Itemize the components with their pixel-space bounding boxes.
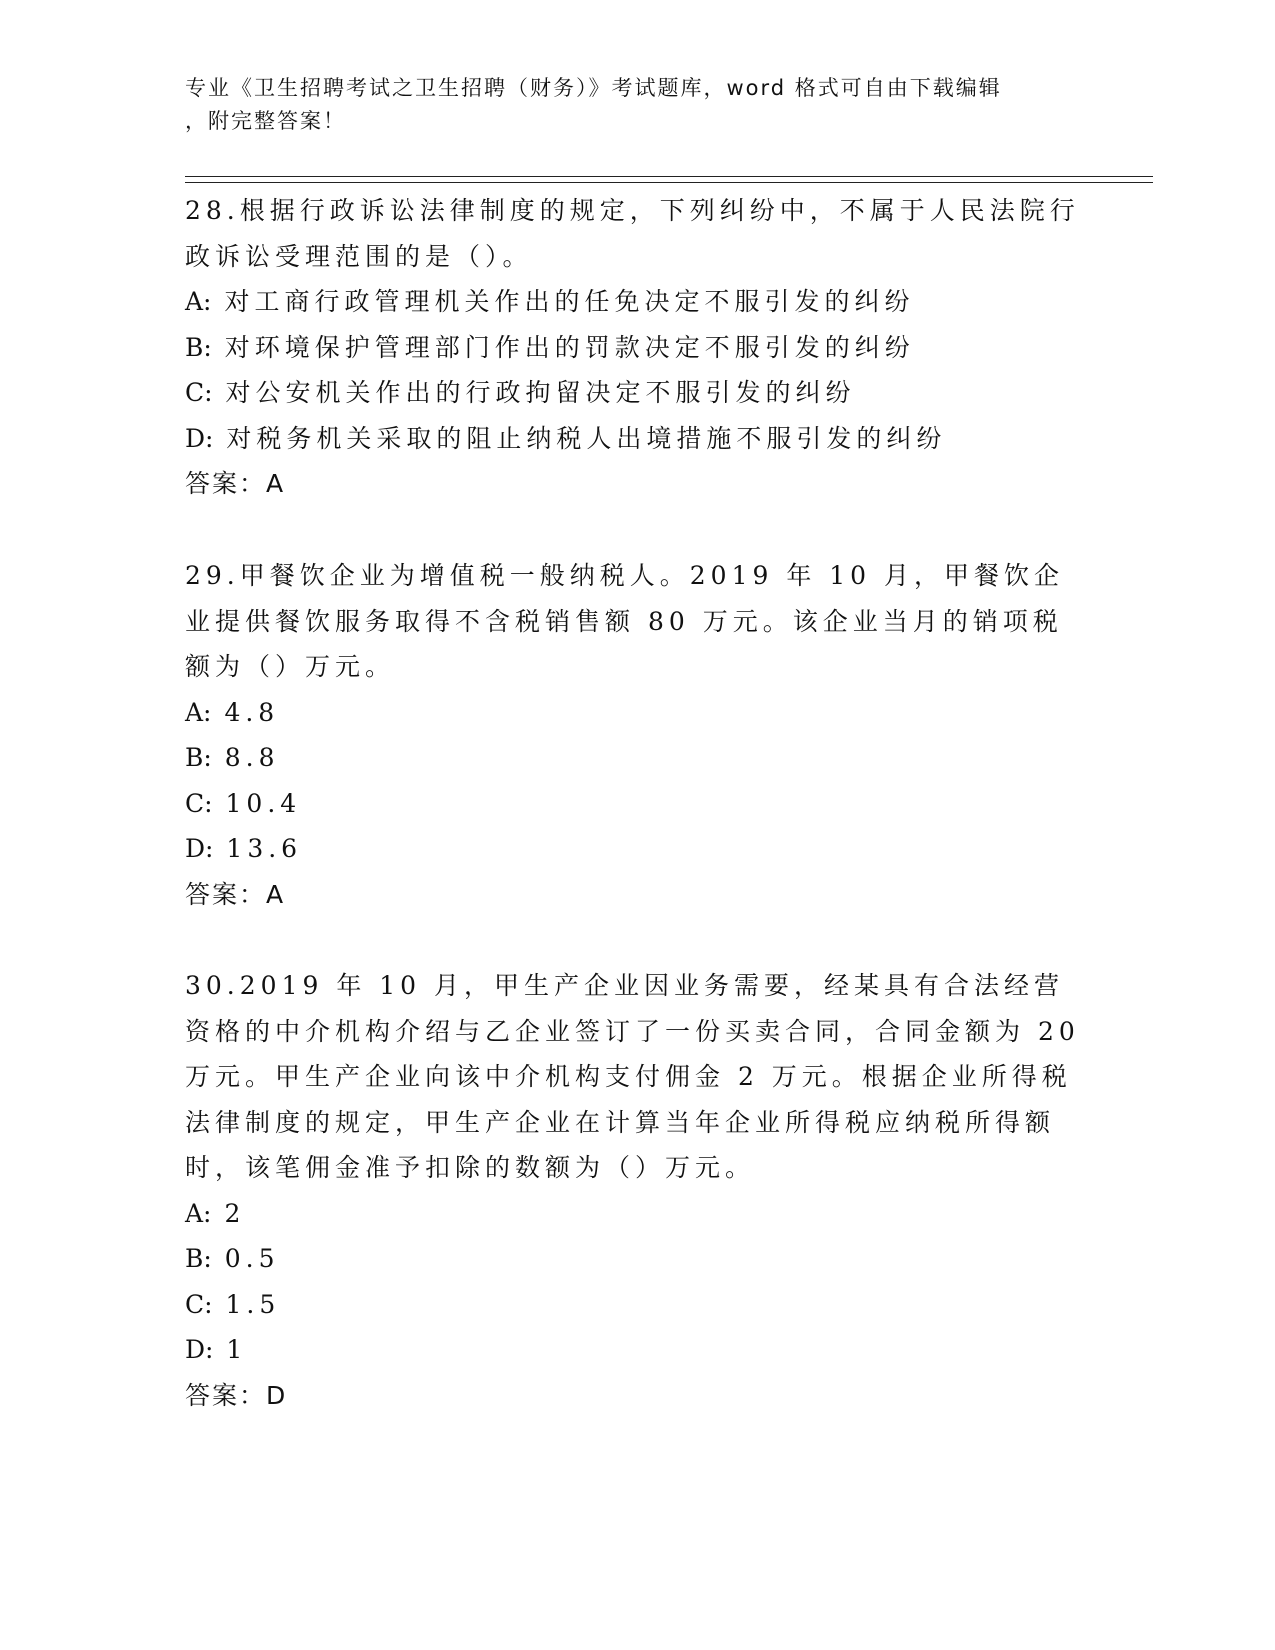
option-c [185, 781, 1085, 827]
option-label: D: [185, 834, 214, 863]
option-b [185, 1236, 1085, 1282]
option-label: B: [185, 1244, 212, 1273]
option-label: B: [185, 332, 212, 362]
header-divider-bottom [185, 182, 1153, 183]
question-30 [185, 963, 1085, 1418]
option-text: 8.8 [224, 743, 280, 772]
header-line-1: 专业《卫生招聘考试之卫生招聘（财务）》考试题库，word 格式可自由下载编辑 [185, 76, 1002, 100]
option-b [185, 325, 1085, 371]
option-text: 10.4 [225, 788, 302, 818]
answer: 答案：D [185, 1380, 288, 1410]
option-d [185, 826, 1085, 872]
option-label: C: [185, 788, 213, 818]
option-a [185, 1191, 1085, 1237]
header-line-2: ，附完整答案！ [185, 109, 346, 133]
option-label: A: [185, 287, 212, 316]
option-c [185, 1282, 1085, 1328]
option-label: C: [185, 1289, 213, 1319]
question-29 [185, 553, 1085, 917]
option-text: 4.8 [224, 697, 280, 727]
question-28 [185, 188, 1085, 507]
option-text: 对税务机关采取的阻止纳税人出境措施不服引发的纠纷 [226, 423, 947, 453]
question-stem: 28.根据行政诉讼法律制度的规定，下列纠纷中，不属于人民法院行政诉讼受理范围的是（）。 [185, 196, 1080, 271]
option-a [185, 690, 1085, 736]
option-text: 1 [226, 1335, 248, 1364]
option-label: A: [185, 1198, 212, 1228]
option-label: B: [185, 743, 212, 772]
option-d [185, 416, 1085, 462]
option-b [185, 735, 1085, 781]
option-text: 对环境保护管理部门作出的罚款决定不服引发的纠纷 [224, 332, 915, 362]
question-stem: 29.甲餐饮企业为增值税一般纳税人。2019 年 10 月，甲餐饮企业提供餐饮服务取得不含税销售额 80 万元。该企业当月的销项税额为（）万元。 [185, 561, 1065, 681]
option-a [185, 279, 1085, 325]
question-stem: 30.2019 年 10 月，甲生产企业因业务需要，经某具有合法经营资格的中介机构介绍与乙企业签订了一份买卖合同，合同金额为 20 万元。甲生产企业向该中介机构支付佣金 2 万元。根据企业所得税法律制度的规定，甲生产企业在计算当年企业所得税应纳税所得额时，该笔佣金准予扣除的数额为（）万元。 [185, 971, 1080, 1182]
option-text: 2 [224, 1198, 246, 1228]
document-header [185, 72, 1065, 138]
option-label: D: [185, 1335, 214, 1364]
option-text: 13.6 [226, 834, 303, 863]
answer: 答案：A [185, 879, 286, 909]
option-text: 对公安机关作出的行政拘留决定不服引发的纠纷 [225, 378, 856, 407]
header-divider-top [185, 176, 1153, 177]
answer: 答案：A [185, 469, 286, 498]
option-c [185, 370, 1085, 416]
option-label: C: [185, 378, 213, 407]
option-label: A: [185, 697, 212, 727]
option-label: D: [185, 423, 214, 453]
option-d [185, 1327, 1085, 1373]
option-text: 1.5 [225, 1289, 281, 1319]
option-text: 0.5 [224, 1244, 280, 1273]
option-text: 对工商行政管理机关作出的任免决定不服引发的纠纷 [224, 287, 915, 316]
